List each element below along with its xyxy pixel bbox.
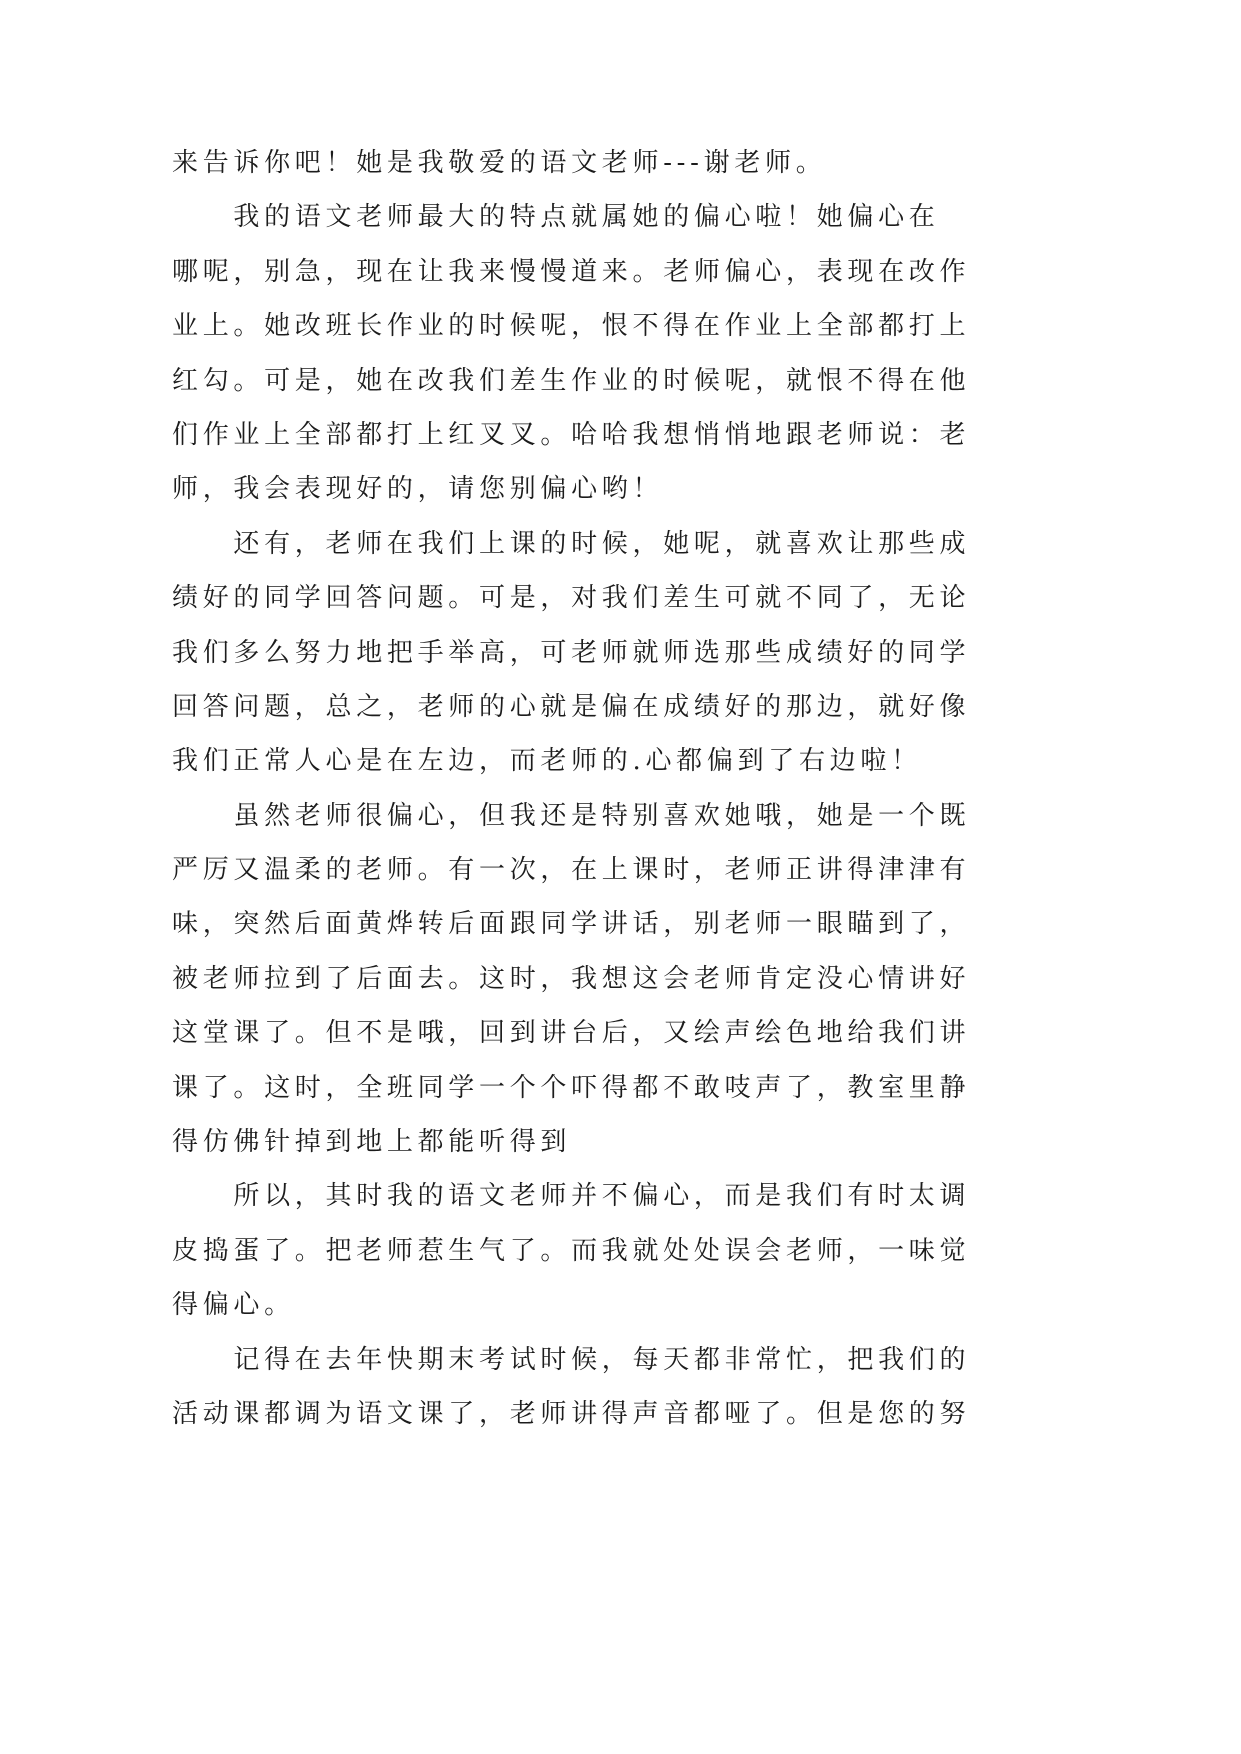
text-line: 们作业上全部都打上红叉叉。哈哈我想悄悄地跟老师说：老 bbox=[172, 419, 971, 450]
paragraph bbox=[172, 789, 1172, 1170]
text-line: 绩好的同学回答问题。可是，对我们差生可就不同了，无论 bbox=[172, 583, 971, 614]
text-line: 业上。她改班长作业的时候呢，恨不得在作业上全部都打上 bbox=[172, 311, 971, 342]
text-line: 我们多么努力地把手举高，可老师就师选那些成绩好的同学 bbox=[172, 637, 971, 668]
text-line: 得仿佛针掉到地上都能听得到 bbox=[172, 1127, 572, 1158]
text-line: 回答问题，总之，老师的心就是偏在成绩好的那边，就好像 bbox=[172, 691, 971, 722]
text-line: 活动课都调为语文课了，老师讲得声音都哑了。但是您的努 bbox=[172, 1398, 971, 1429]
text-line: 我的语文老师最大的特点就属她的偏心啦！她偏心在 bbox=[233, 202, 940, 233]
text-line: 红勾。可是，她在改我们差生作业的时候呢，就恨不得在他 bbox=[172, 365, 971, 396]
text-line: 还有，老师在我们上课的时候，她呢，就喜欢让那些成 bbox=[233, 528, 971, 559]
paragraph bbox=[172, 1333, 1172, 1442]
paragraph bbox=[172, 1169, 1172, 1332]
text-line: 哪呢，别急，现在让我来慢慢道来。老师偏心，表现在改作 bbox=[172, 256, 971, 287]
text-line: 所以，其时我的语文老师并不偏心，而是我们有时太调 bbox=[233, 1181, 971, 1212]
text-line: 记得在去年快期末考试时候，每天都非常忙，把我们的 bbox=[233, 1344, 971, 1375]
paragraph bbox=[172, 517, 1172, 789]
paragraph bbox=[172, 190, 1172, 516]
text-line: 来告诉你吧！她是我敬爱的语文老师---谢老师。 bbox=[172, 148, 827, 178]
text-line: 得偏心。 bbox=[172, 1290, 295, 1321]
text-line: 我们正常人心是在左边，而老师的.心都偏到了右边啦！ bbox=[172, 746, 922, 777]
text-line: 皮捣蛋了。把老师惹生气了。而我就处处误会老师，一味觉 bbox=[172, 1235, 971, 1266]
text-line: 被老师拉到了后面去。这时，我想这会老师肯定没心情讲好 bbox=[172, 963, 971, 994]
text-line: 师，我会表现好的，请您别偏心哟！ bbox=[172, 474, 664, 505]
text-line: 这堂课了。但不是哦，回到讲台后，又绘声绘色地给我们讲 bbox=[172, 1018, 971, 1049]
text-line: 味，突然后面黄烨转后面跟同学讲话，别老师一眼瞄到了， bbox=[172, 909, 971, 940]
text-line: 严厉又温柔的老师。有一次，在上课时，老师正讲得津津有 bbox=[172, 855, 971, 886]
text-line: 虽然老师很偏心，但我还是特别喜欢她哦，她是一个既 bbox=[233, 800, 971, 831]
body-text bbox=[172, 136, 1172, 1441]
text-line: 课了。这时，全班同学一个个吓得都不敢吱声了，教室里静 bbox=[172, 1072, 971, 1103]
paragraph-continued bbox=[172, 136, 1172, 190]
